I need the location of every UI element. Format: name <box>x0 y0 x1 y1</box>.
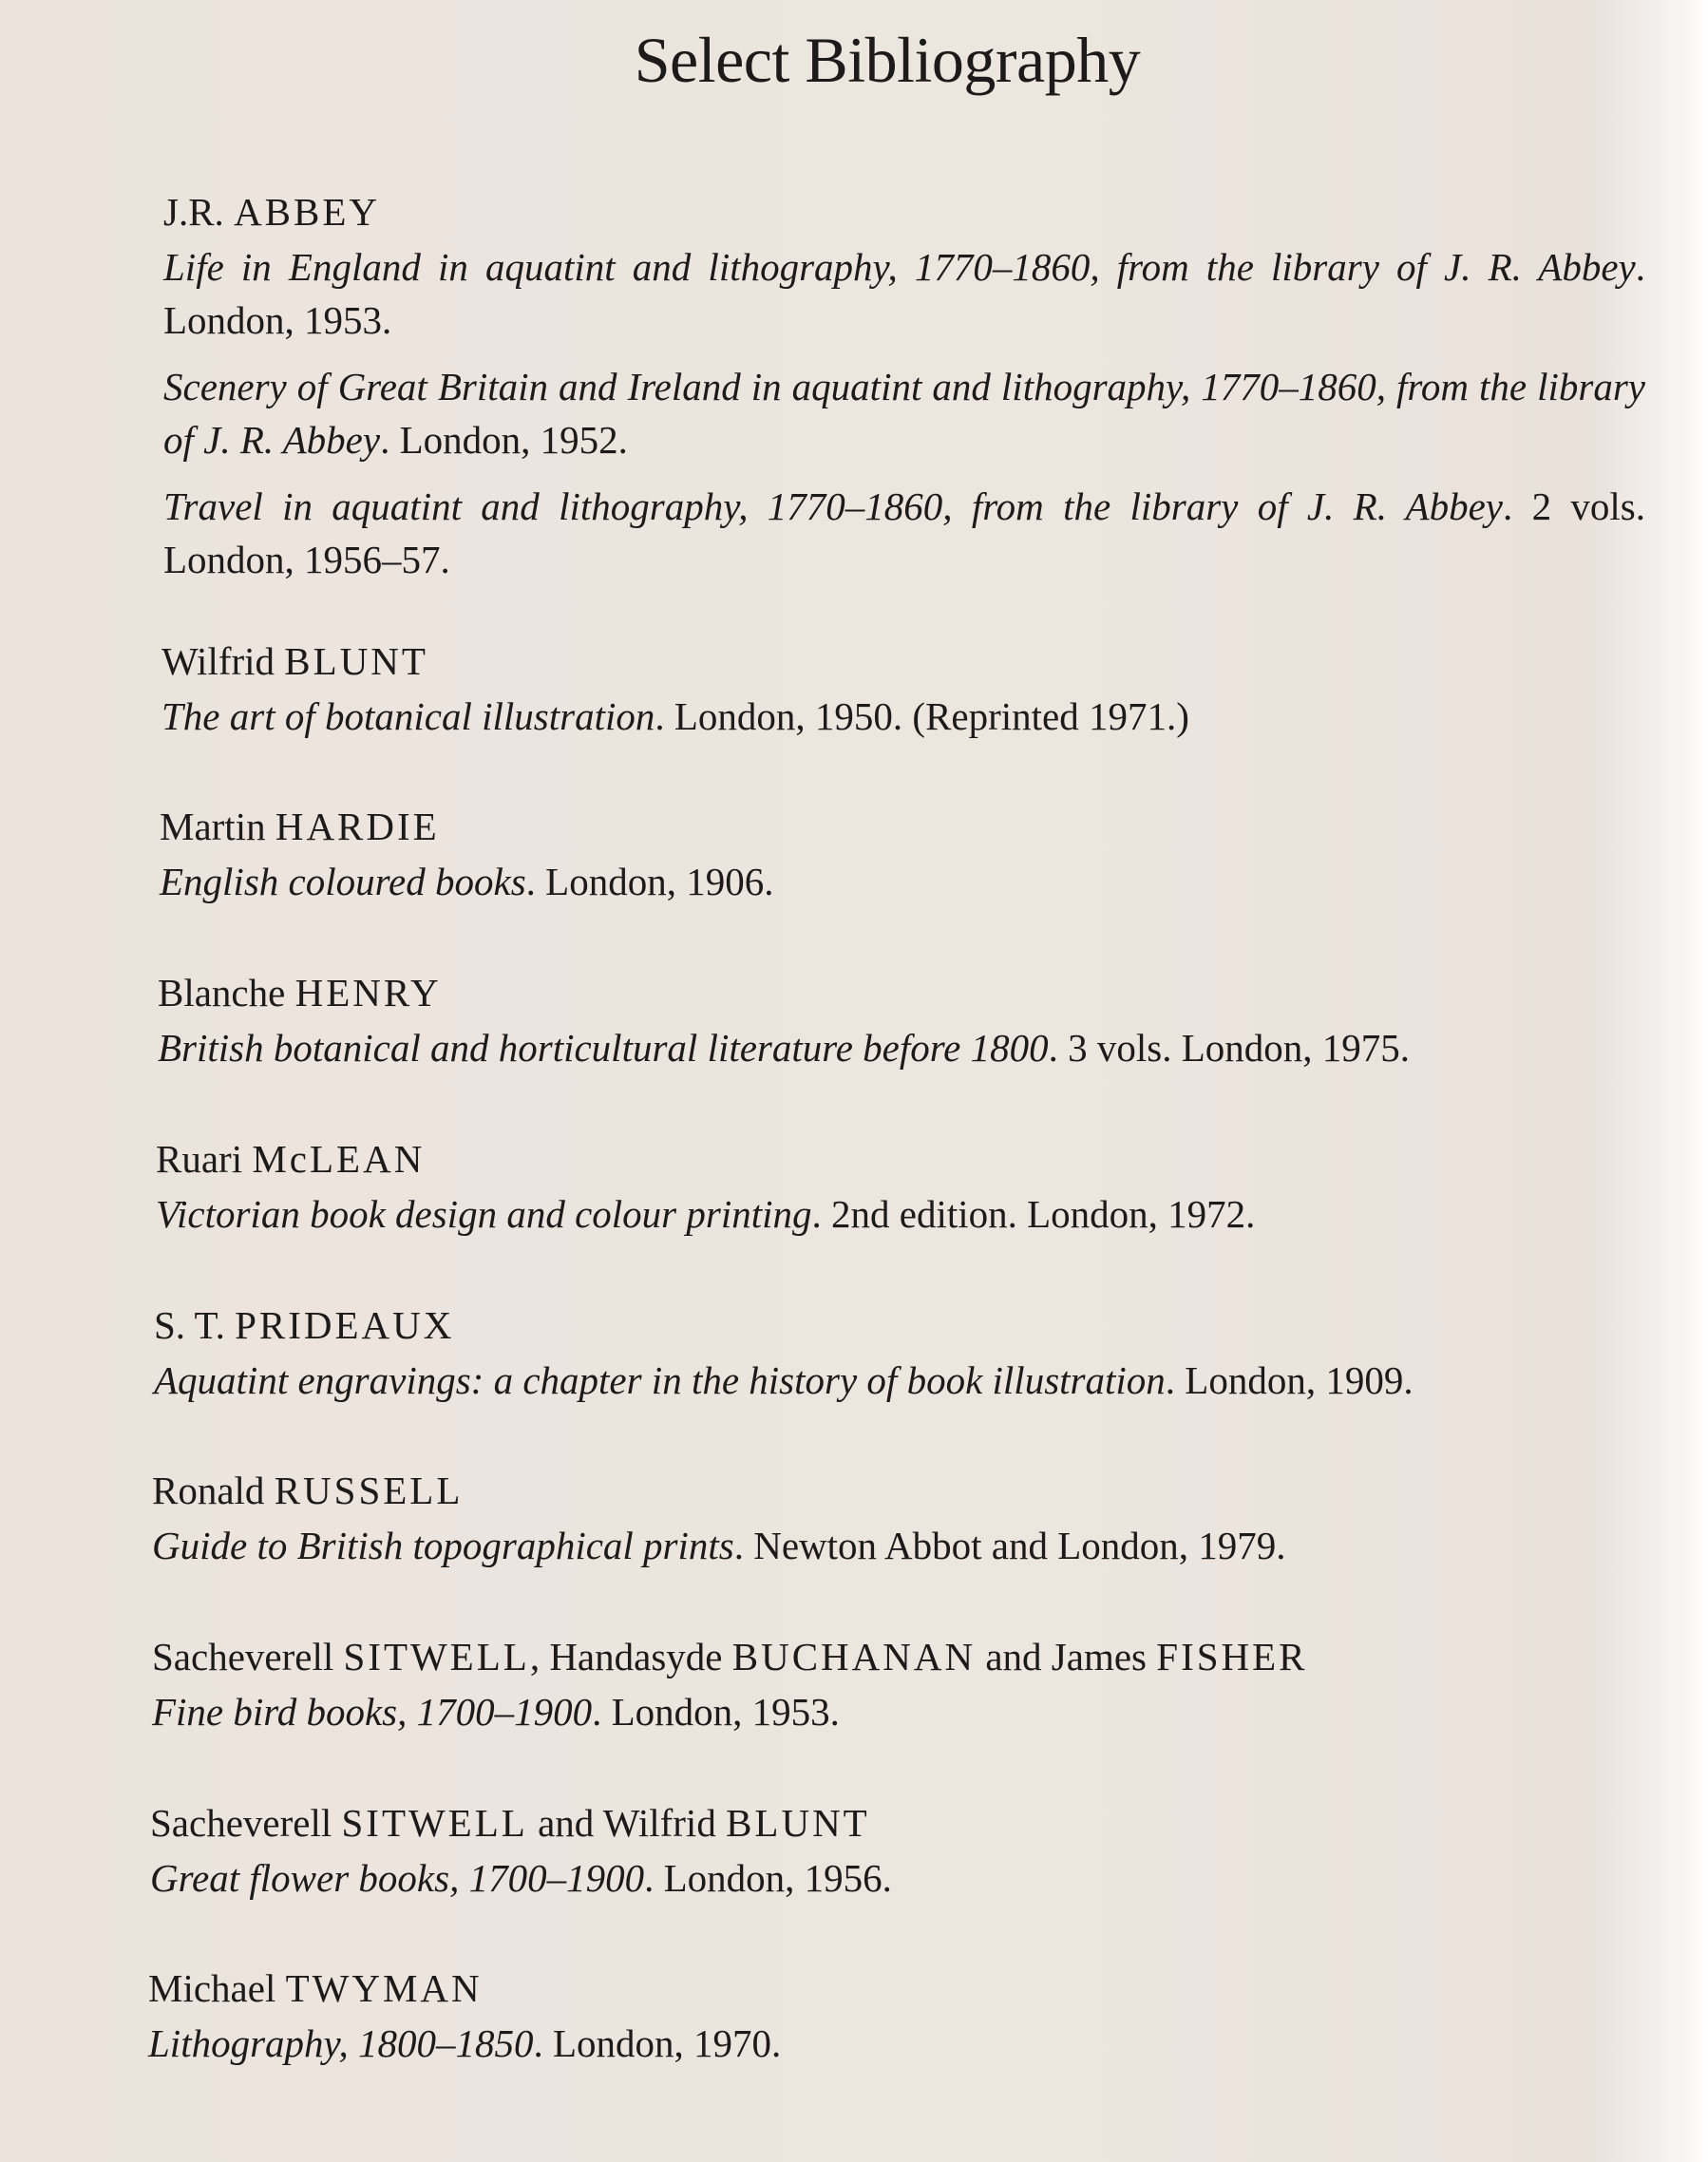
bibliography-entry <box>150 1796 1632 1905</box>
bibliography-entry <box>161 635 1643 743</box>
reference-title: Lithography, 1800–1850 <box>148 2021 534 2065</box>
entry-reference <box>158 1021 1640 1074</box>
author-surname: SITWELL <box>341 1801 528 1845</box>
entry-author <box>156 1132 1638 1185</box>
reference-title: Great flower books, 1700–1900 <box>150 1856 645 1900</box>
author-surname: McLEAN <box>252 1137 426 1181</box>
entry-reference <box>163 240 1645 347</box>
reference-details: . 3 vols. London, 1975. <box>1048 1026 1411 1070</box>
reference-details: . London, 1953. <box>592 1690 840 1734</box>
reference-details: . London, 1952. <box>380 418 628 462</box>
author-surname: BLUNT <box>284 639 428 683</box>
entry-reference <box>154 1354 1636 1407</box>
author-text: , Handasyde <box>529 1635 732 1678</box>
entry-reference <box>148 2017 1630 2070</box>
author-text: Michael <box>148 1966 286 2010</box>
entry-author <box>158 966 1640 1019</box>
entry-author <box>154 1299 1636 1352</box>
author-text: Martin <box>160 805 275 848</box>
bibliography-entry <box>152 1464 1634 1572</box>
entry-author <box>150 1796 1632 1849</box>
reference-details: . 2nd edition. London, 1972. <box>811 1192 1256 1236</box>
author-surname: FISHER <box>1156 1635 1308 1678</box>
page-title: Select Bibliography <box>634 24 1141 96</box>
bibliography-entry <box>152 1630 1634 1738</box>
reference-details: . London, 1950. (Reprinted 1971.) <box>655 694 1189 738</box>
reference-title: Travel in aquatint and lithography, 1770–1860, from the library of J. R. Abbey <box>163 484 1503 528</box>
entry-reference <box>150 1851 1632 1905</box>
reference-title: Scenery of Great Britain and Ireland in aquatint and lithography, 1770–1860, from the library of J. R. Abbey <box>163 365 1645 462</box>
entry-author <box>152 1464 1634 1517</box>
author-text: Sacheverell <box>150 1801 342 1845</box>
reference-title: The art of botanical illustration <box>161 694 655 738</box>
author-text: Ruari <box>156 1137 253 1181</box>
entry-author <box>161 635 1643 688</box>
reference-details: . London, 1970. <box>533 2021 782 2065</box>
author-surname: HARDIE <box>275 805 440 848</box>
reference-title: English coloured books <box>160 860 526 903</box>
reference-details: . Newton Abbot and London, 1979. <box>733 1524 1286 1567</box>
bibliography-entry <box>163 185 1645 586</box>
reference-details: . London, 1953. <box>163 245 1645 342</box>
entry-reference <box>161 690 1643 743</box>
entry-author <box>163 185 1645 238</box>
reference-details: . London, 1906. <box>525 860 774 903</box>
author-text: S. T. <box>154 1303 236 1347</box>
author-text: Ronald <box>152 1469 275 1512</box>
reference-title: Victorian book design and colour printing <box>156 1192 812 1236</box>
author-text: Wilfrid <box>161 639 285 683</box>
author-surname: PRIDEAUX <box>235 1303 455 1347</box>
author-surname: BLUNT <box>726 1801 870 1845</box>
reference-title: Life in England in aquatint and lithography, 1770–1860, from the library of J. R. Abbey <box>163 245 1636 289</box>
entry-reference <box>152 1519 1634 1572</box>
entry-reference <box>156 1187 1638 1241</box>
reference-title: Aquatint engravings: a chapter in the history of book illustration <box>154 1358 1166 1402</box>
author-text: Blanche <box>158 971 295 1015</box>
reference-title: British botanical and horticultural literature before 1800 <box>158 1026 1049 1070</box>
entry-author <box>148 1962 1630 2015</box>
reference-details: . 2 vols. London, 1956–57. <box>163 484 1645 581</box>
bibliography-entry <box>158 966 1640 1074</box>
reference-title: Guide to British topographical prints <box>152 1524 734 1567</box>
reference-title: Fine bird books, 1700–1900 <box>152 1690 593 1734</box>
reference-details: . London, 1956. <box>644 1856 892 1900</box>
bibliography-entry <box>160 800 1642 908</box>
author-surname: RUSSELL <box>274 1469 464 1512</box>
reference-details: . London, 1909. <box>1165 1358 1414 1402</box>
entry-reference <box>163 480 1645 586</box>
bibliography-entry <box>148 1962 1630 2070</box>
entry-reference <box>152 1685 1634 1738</box>
entry-reference <box>160 855 1642 908</box>
bibliography-entry <box>156 1132 1638 1241</box>
entry-reference <box>163 360 1645 466</box>
author-surname: ABBEY <box>234 190 381 234</box>
author-surname: TWYMAN <box>285 1966 483 2010</box>
entry-author <box>152 1630 1634 1683</box>
author-text: and James <box>976 1635 1157 1678</box>
bibliography-entry <box>154 1299 1636 1407</box>
author-surname: BUCHANAN <box>731 1635 977 1678</box>
entry-author <box>160 800 1642 853</box>
author-surname: HENRY <box>294 971 442 1015</box>
author-text: J.R. <box>163 190 235 234</box>
author-text: Sacheverell <box>152 1635 344 1678</box>
author-surname: SITWELL <box>343 1635 530 1678</box>
author-text: and Wilfrid <box>527 1801 727 1845</box>
